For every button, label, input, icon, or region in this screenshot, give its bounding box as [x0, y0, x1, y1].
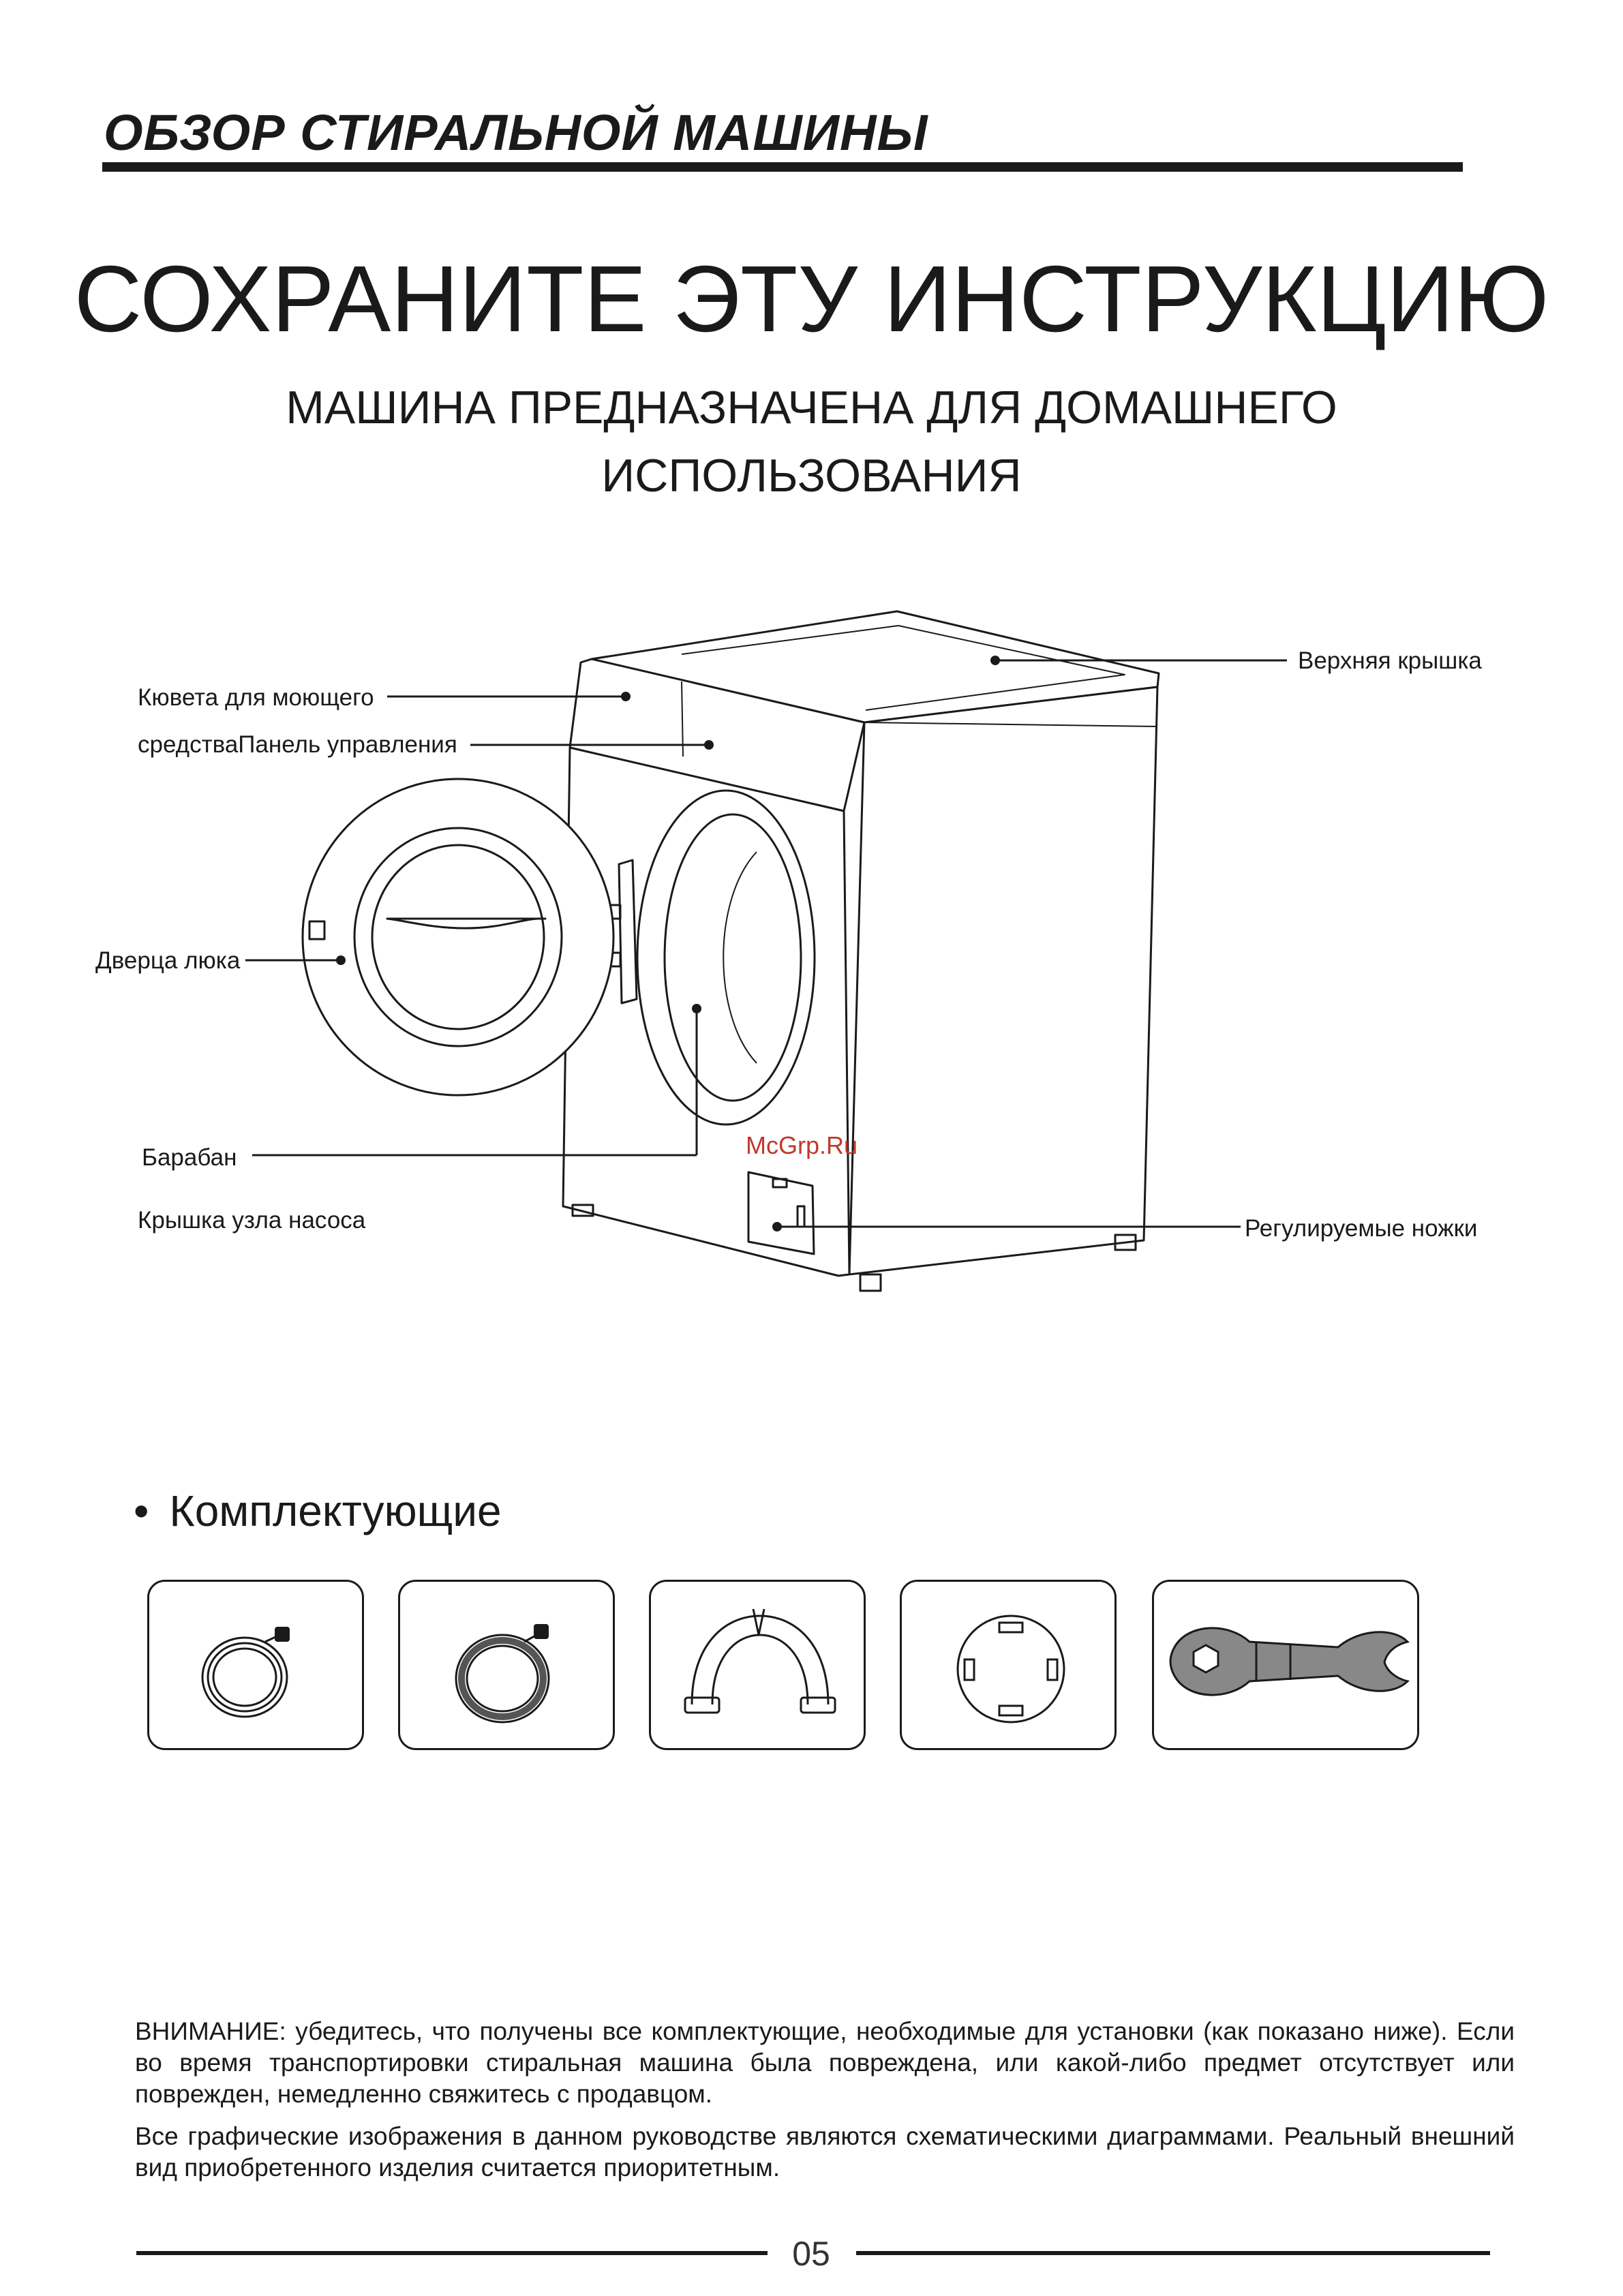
inlet-hose-icon — [149, 1582, 366, 1752]
subheadline-line-1: МАШИНА ПРЕДНАЗНАЧЕНА ДЛЯ ДОМАШНЕГО — [286, 382, 1337, 433]
label-door: Дверца люка — [95, 947, 241, 974]
watermark: McGrp.Ru — [746, 1131, 858, 1159]
side-panel — [849, 687, 1157, 1274]
label-pump-cover: Крышка узла насоса — [138, 1207, 366, 1234]
label-adjustable-feet: Регулируемые ножки — [1245, 1215, 1478, 1242]
accessory-hose-bracket — [649, 1580, 866, 1750]
footer-rule-left — [136, 2251, 768, 2255]
door-ring — [303, 779, 613, 1095]
accessory-inlet-hose — [147, 1580, 364, 1750]
accessories-heading — [134, 1486, 502, 1536]
footer-rule-right — [856, 2251, 1490, 2255]
accessory-transport-cap — [900, 1580, 1117, 1750]
spanner-icon — [1154, 1582, 1421, 1752]
accessory-drain-hose — [398, 1580, 615, 1750]
hose-bracket-icon — [651, 1582, 868, 1752]
accessories-title: Комплектующие — [169, 1486, 502, 1535]
disclaimer-note: Все графические изображения в данном руководстве являются схематическими диаграммами. Реальный внешний вид приобретенного изделия считается приоритетным. — [135, 2122, 1515, 2182]
subheadline-line-2: ИСПОЛЬЗОВАНИЯ — [601, 450, 1022, 502]
label-detergent-drawer: Кювета для моющего — [138, 684, 374, 711]
page-headline: СОХРАНИТЕ ЭТУ ИНСТРУКЦИЮ — [74, 247, 1549, 352]
transport-hole-cap-icon — [902, 1582, 1119, 1752]
page-number: 05 — [792, 2235, 830, 2273]
warning-note: ВНИМАНИЕ: убедитесь, что получены все комплектующие, необходимые для установки (как показано ниже). Если во время транспортировки стиральная машина была повреждена, или какой-либо предмет отсутствует или поврежден, немедленно свяжитесь с продавцом. — [135, 2017, 1515, 2108]
drain-hose-icon — [400, 1582, 617, 1752]
section-title: ОБЗОР СТИРАЛЬНОЙ МАШИНЫ — [104, 104, 928, 161]
label-drum: Барабан — [142, 1144, 237, 1171]
label-control-panel: средстваПанель управления — [138, 731, 457, 758]
bullet: • — [134, 1486, 149, 1535]
accessory-spanner — [1152, 1580, 1419, 1750]
label-top-cover: Верхняя крышка — [1298, 647, 1482, 674]
